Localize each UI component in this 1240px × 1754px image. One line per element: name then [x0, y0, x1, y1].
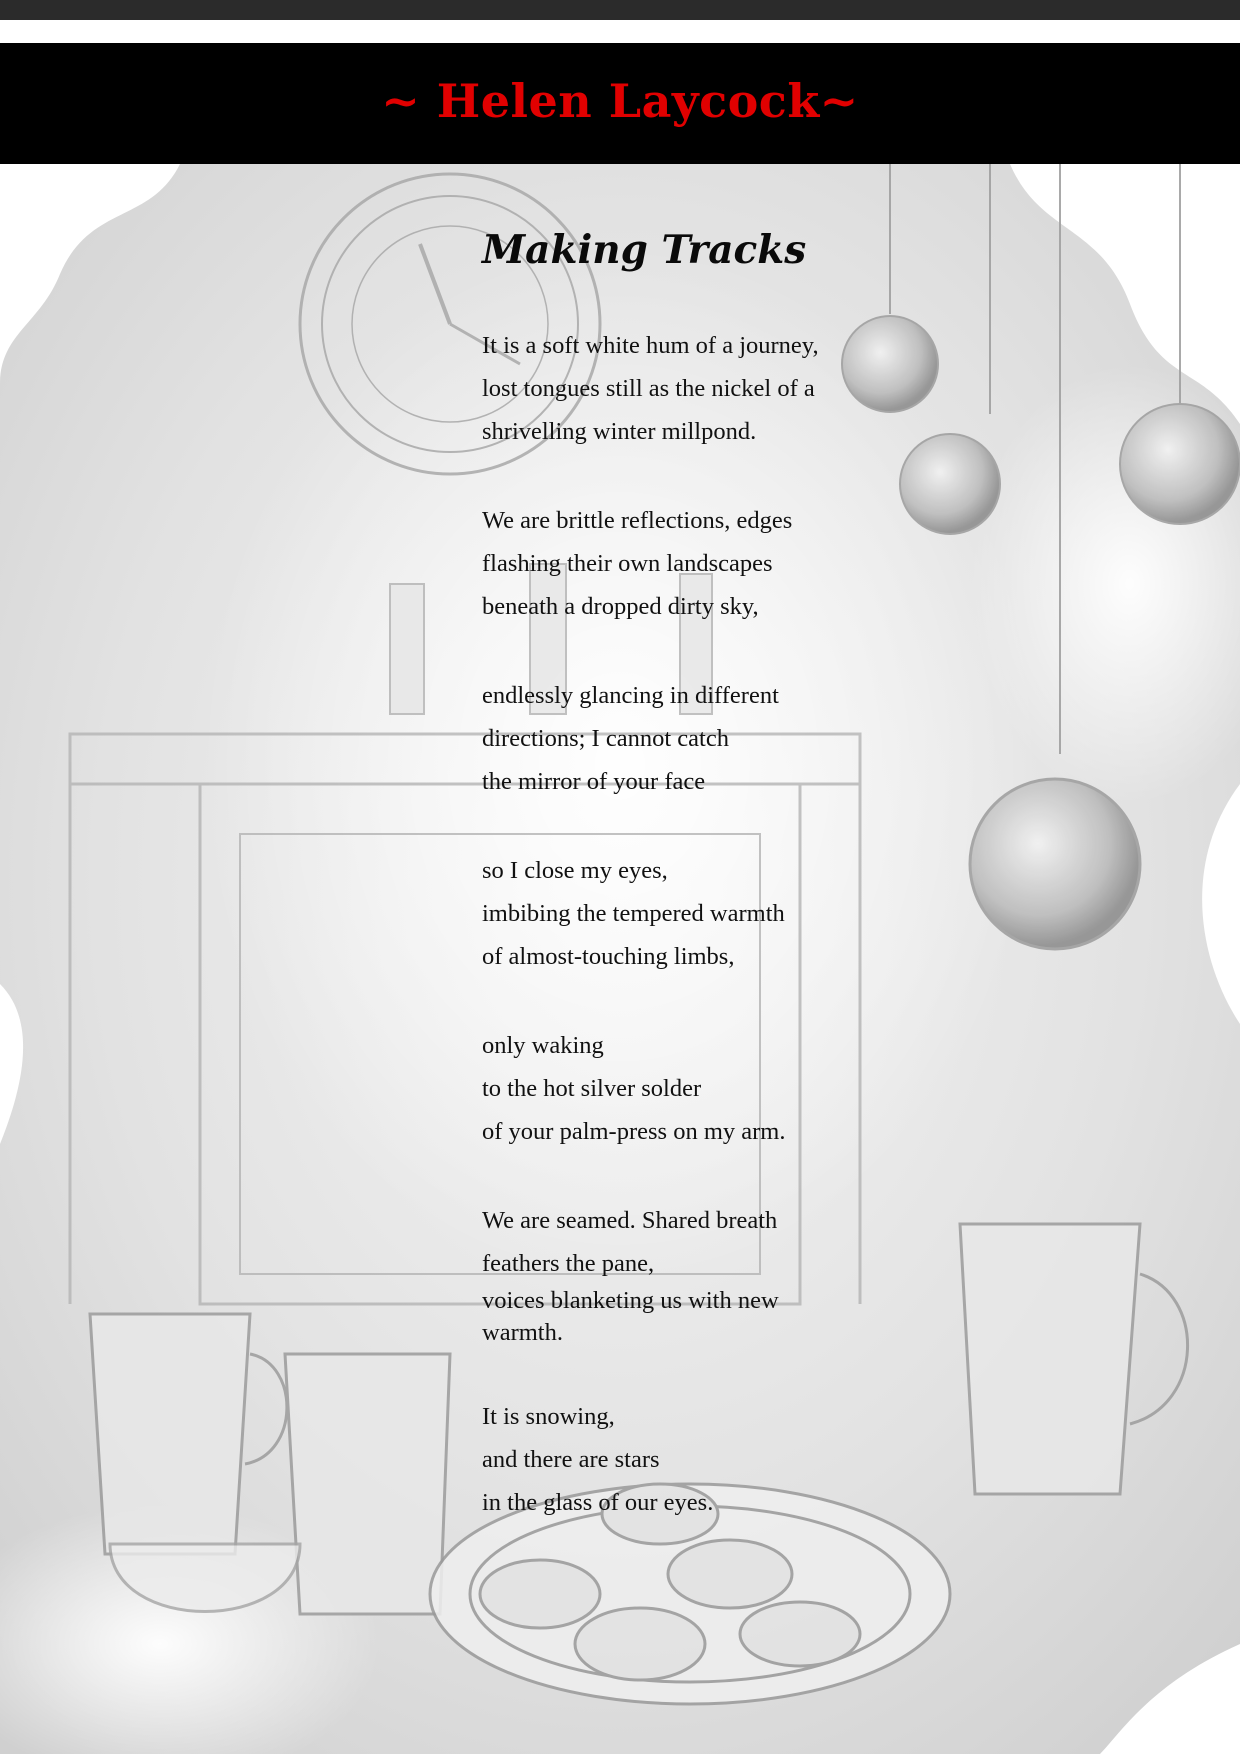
stanza [482, 499, 902, 628]
poem-line: directions; I cannot catch [482, 725, 729, 752]
poem-line: warmth. [482, 1319, 563, 1346]
poem-line: in the glass of our eyes. [482, 1489, 714, 1516]
poem-line: flashing their own landscapes [482, 550, 773, 577]
stanza [482, 1199, 902, 1349]
poem-line: We are seamed. Shared breath [482, 1207, 778, 1234]
poem-line: the mirror of your face [482, 768, 706, 795]
stanza [482, 674, 902, 803]
author-name: ~ Helen Laycock~ [381, 73, 859, 128]
poem-line: voices blanketing us with new [482, 1287, 779, 1314]
stanza [482, 1395, 902, 1524]
poem-line: It is a soft white hum of a journey, [482, 332, 819, 359]
stanza [482, 849, 902, 978]
poem-line: We are brittle reflections, edges [482, 507, 793, 534]
poem-line: It is snowing, [482, 1403, 615, 1430]
top-strip [0, 0, 1240, 20]
poem-line: so I close my eyes, [482, 857, 668, 884]
stanza [482, 324, 902, 453]
poem-line: beneath a dropped dirty sky, [482, 593, 759, 620]
poem-line: shrivelling winter millpond. [482, 418, 757, 445]
poem [482, 220, 902, 1570]
poem-line: of your palm-press on my arm. [482, 1118, 786, 1145]
poem-title: Making Tracks [482, 227, 807, 273]
stanza [482, 1024, 902, 1153]
poem-line: and there are stars [482, 1446, 660, 1473]
page-header [0, 43, 1240, 164]
poem-line: endlessly glancing in different [482, 682, 779, 709]
poem-line: to the hot silver solder [482, 1075, 702, 1102]
poem-line: only waking [482, 1032, 604, 1059]
poem-line: of almost-touching limbs, [482, 943, 735, 970]
poem-line: lost tongues still as the nickel of a [482, 375, 815, 402]
poem-line: feathers the pane, [482, 1250, 655, 1277]
poem-line: imbibing the tempered warmth [482, 900, 785, 927]
